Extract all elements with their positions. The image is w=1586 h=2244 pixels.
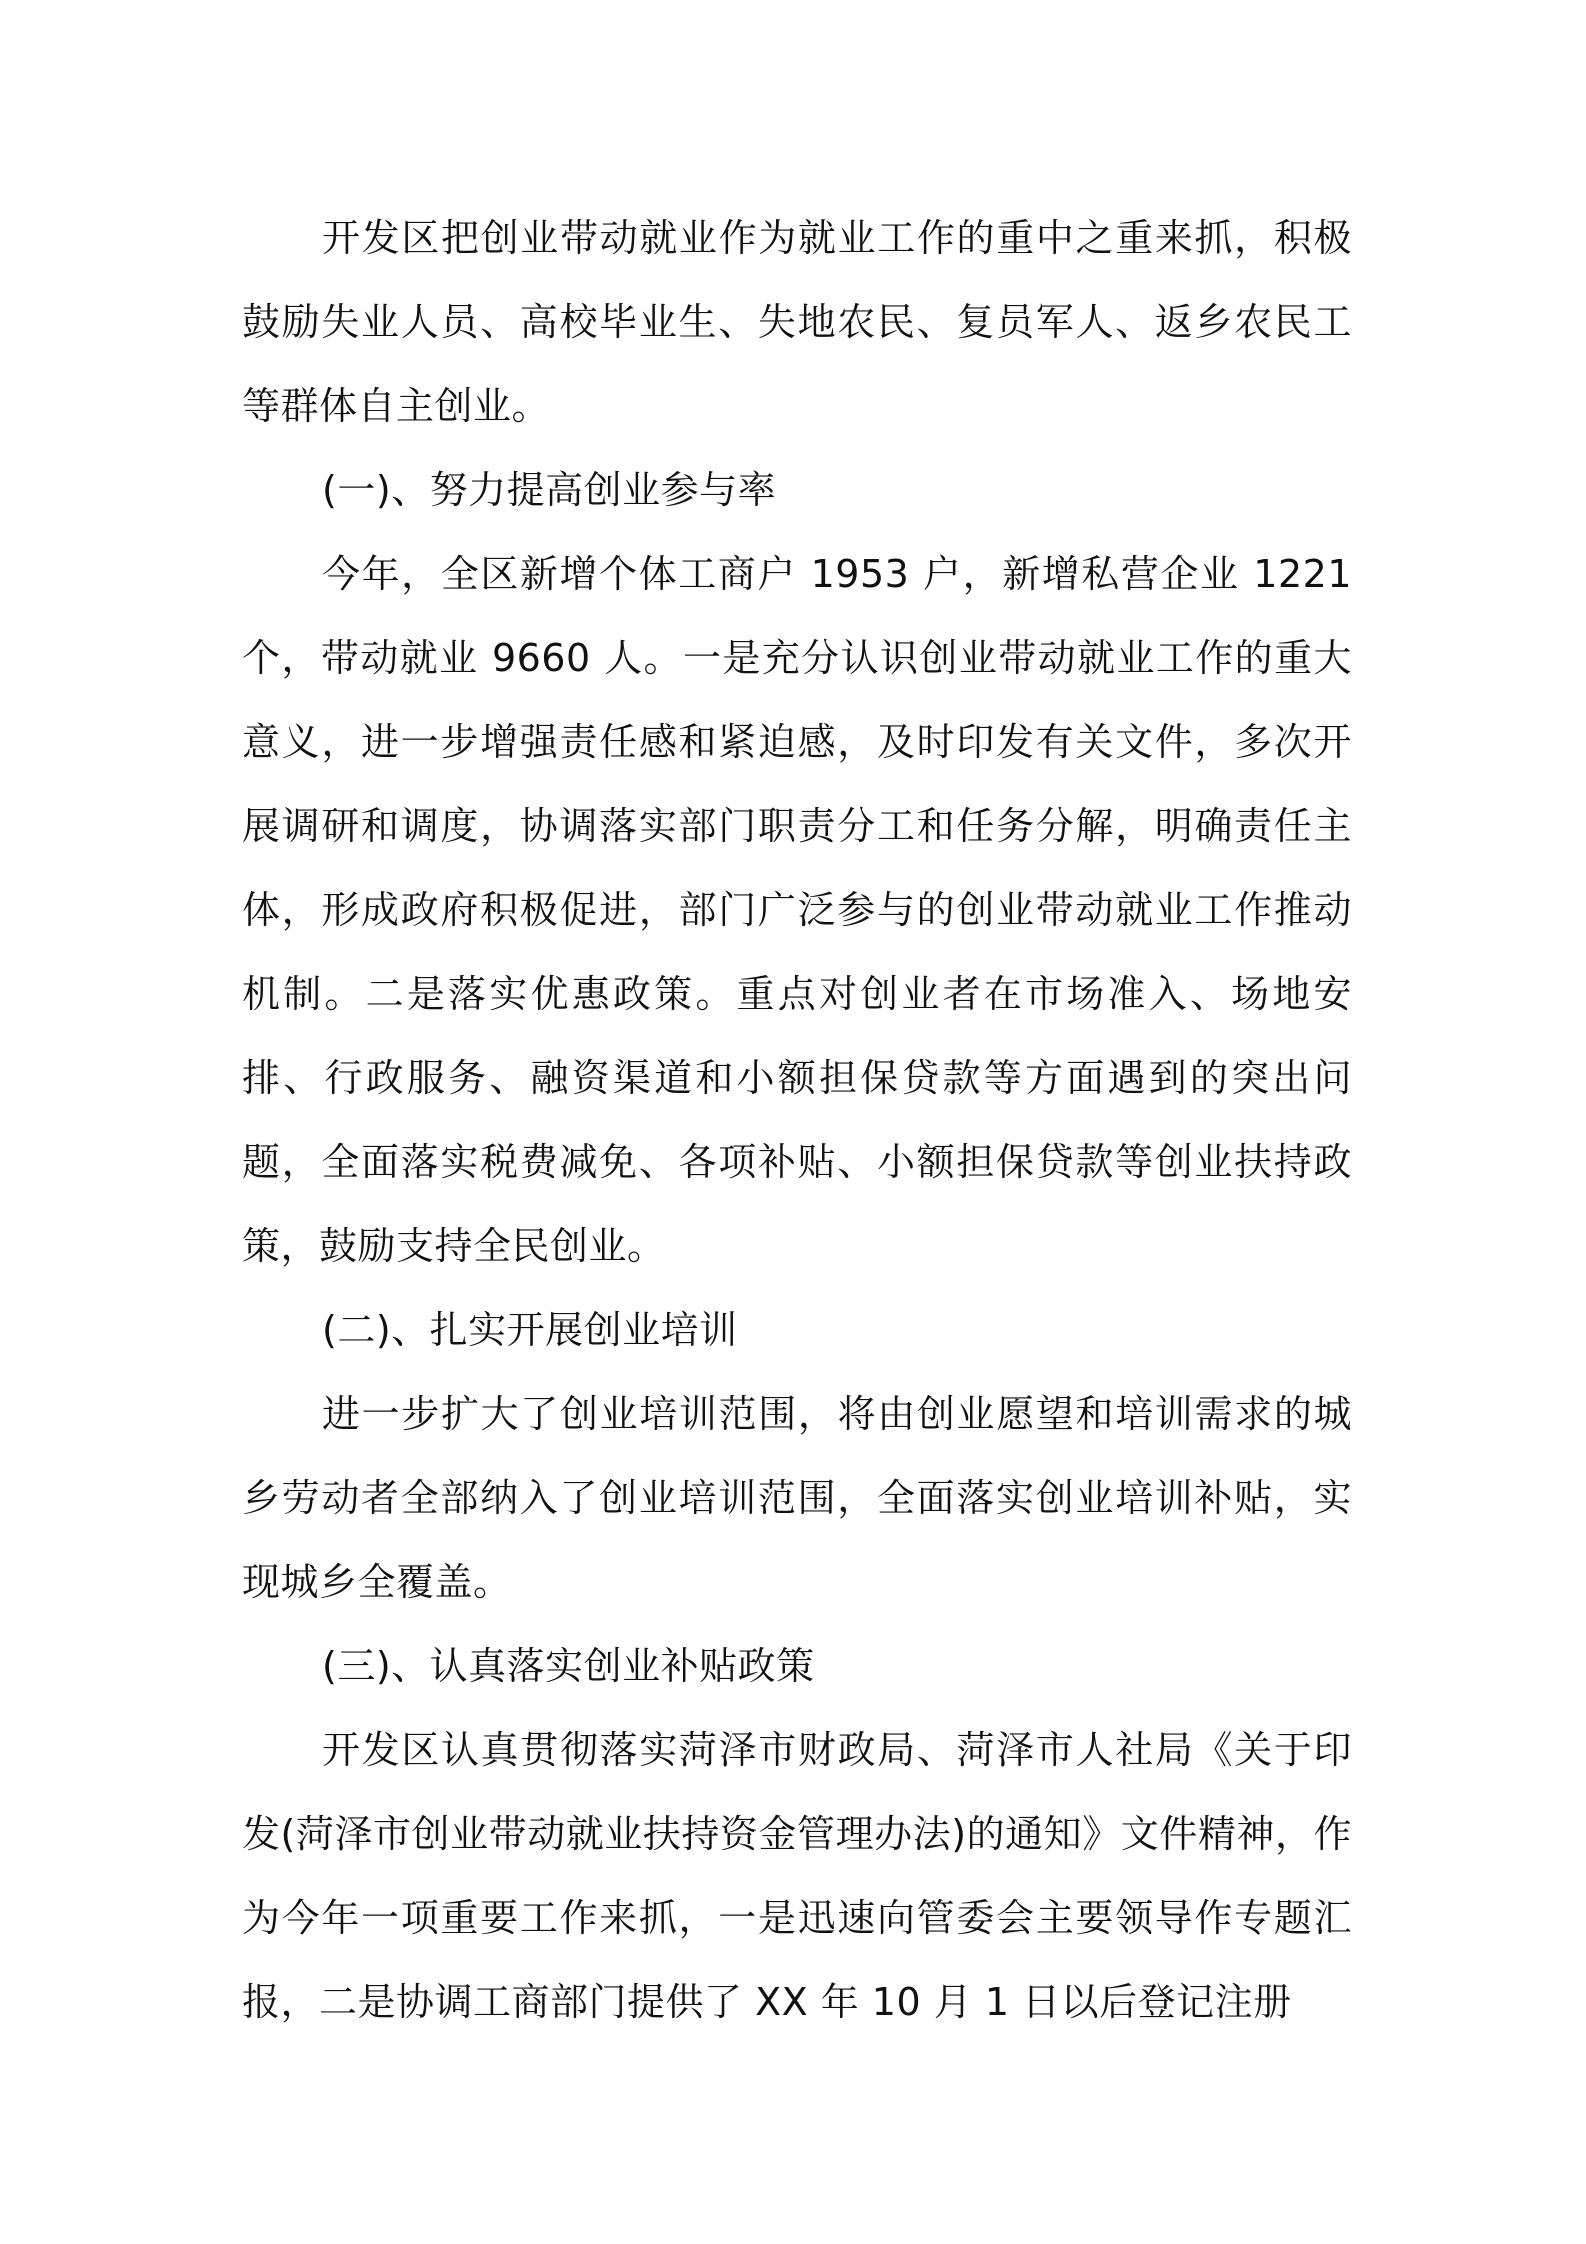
body-paragraph-intro: 开发区把创业带动就业作为就业工作的重中之重来抓，积极鼓励失业人员、高校毕业生、失地农民、复员军人、返乡农民工等群体自主创业。 <box>242 216 1352 428</box>
document-page <box>242 196 1352 2044</box>
section-heading-1: (一)、努力提高创业参与率 <box>322 468 777 512</box>
body-paragraph-section-3: 开发区认真贯彻落实菏泽市财政局、菏泽市人社局《关于印发(菏泽市创业带动就业扶持资金管理办法)的通知》文件精神，作为今年一项重要工作来抓，一是迅速向管委会主要领导作专题汇报，二是协调工商部门提供了 XX 年 10 月 1 日以后登记注册 <box>242 1728 1352 2024</box>
section-heading-3: (三)、认真落实创业补贴政策 <box>322 1644 815 1688</box>
body-paragraph-section-2: 进一步扩大了创业培训范围，将由创业愿望和培训需求的城乡劳动者全部纳入了创业培训范围，全面落实创业培训补贴，实现城乡全覆盖。 <box>242 1392 1352 1604</box>
body-paragraph-section-1: 今年，全区新增个体工商户 1953 户，新增私营企业 1221 个，带动就业 9660 人。一是充分认识创业带动就业工作的重大意义，进一步增强责任感和紧迫感，及时印发有关文件，多次开展调研和调度，协调落实部门职责分工和任务分解，明确责任主体，形成政府积极促进，部门广泛参与的创业带动就业工作推动机制。二是落实优惠政策。重点对创业者在市场准入、场地安排、行政服务、融资渠道和小额担保贷款等方面遇到的突出问题，全面落实税费减免、各项补贴、小额担保贷款等创业扶持政策，鼓励支持全民创业。 <box>242 552 1352 1268</box>
section-heading-2: (二)、扎实开展创业培训 <box>322 1308 738 1352</box>
